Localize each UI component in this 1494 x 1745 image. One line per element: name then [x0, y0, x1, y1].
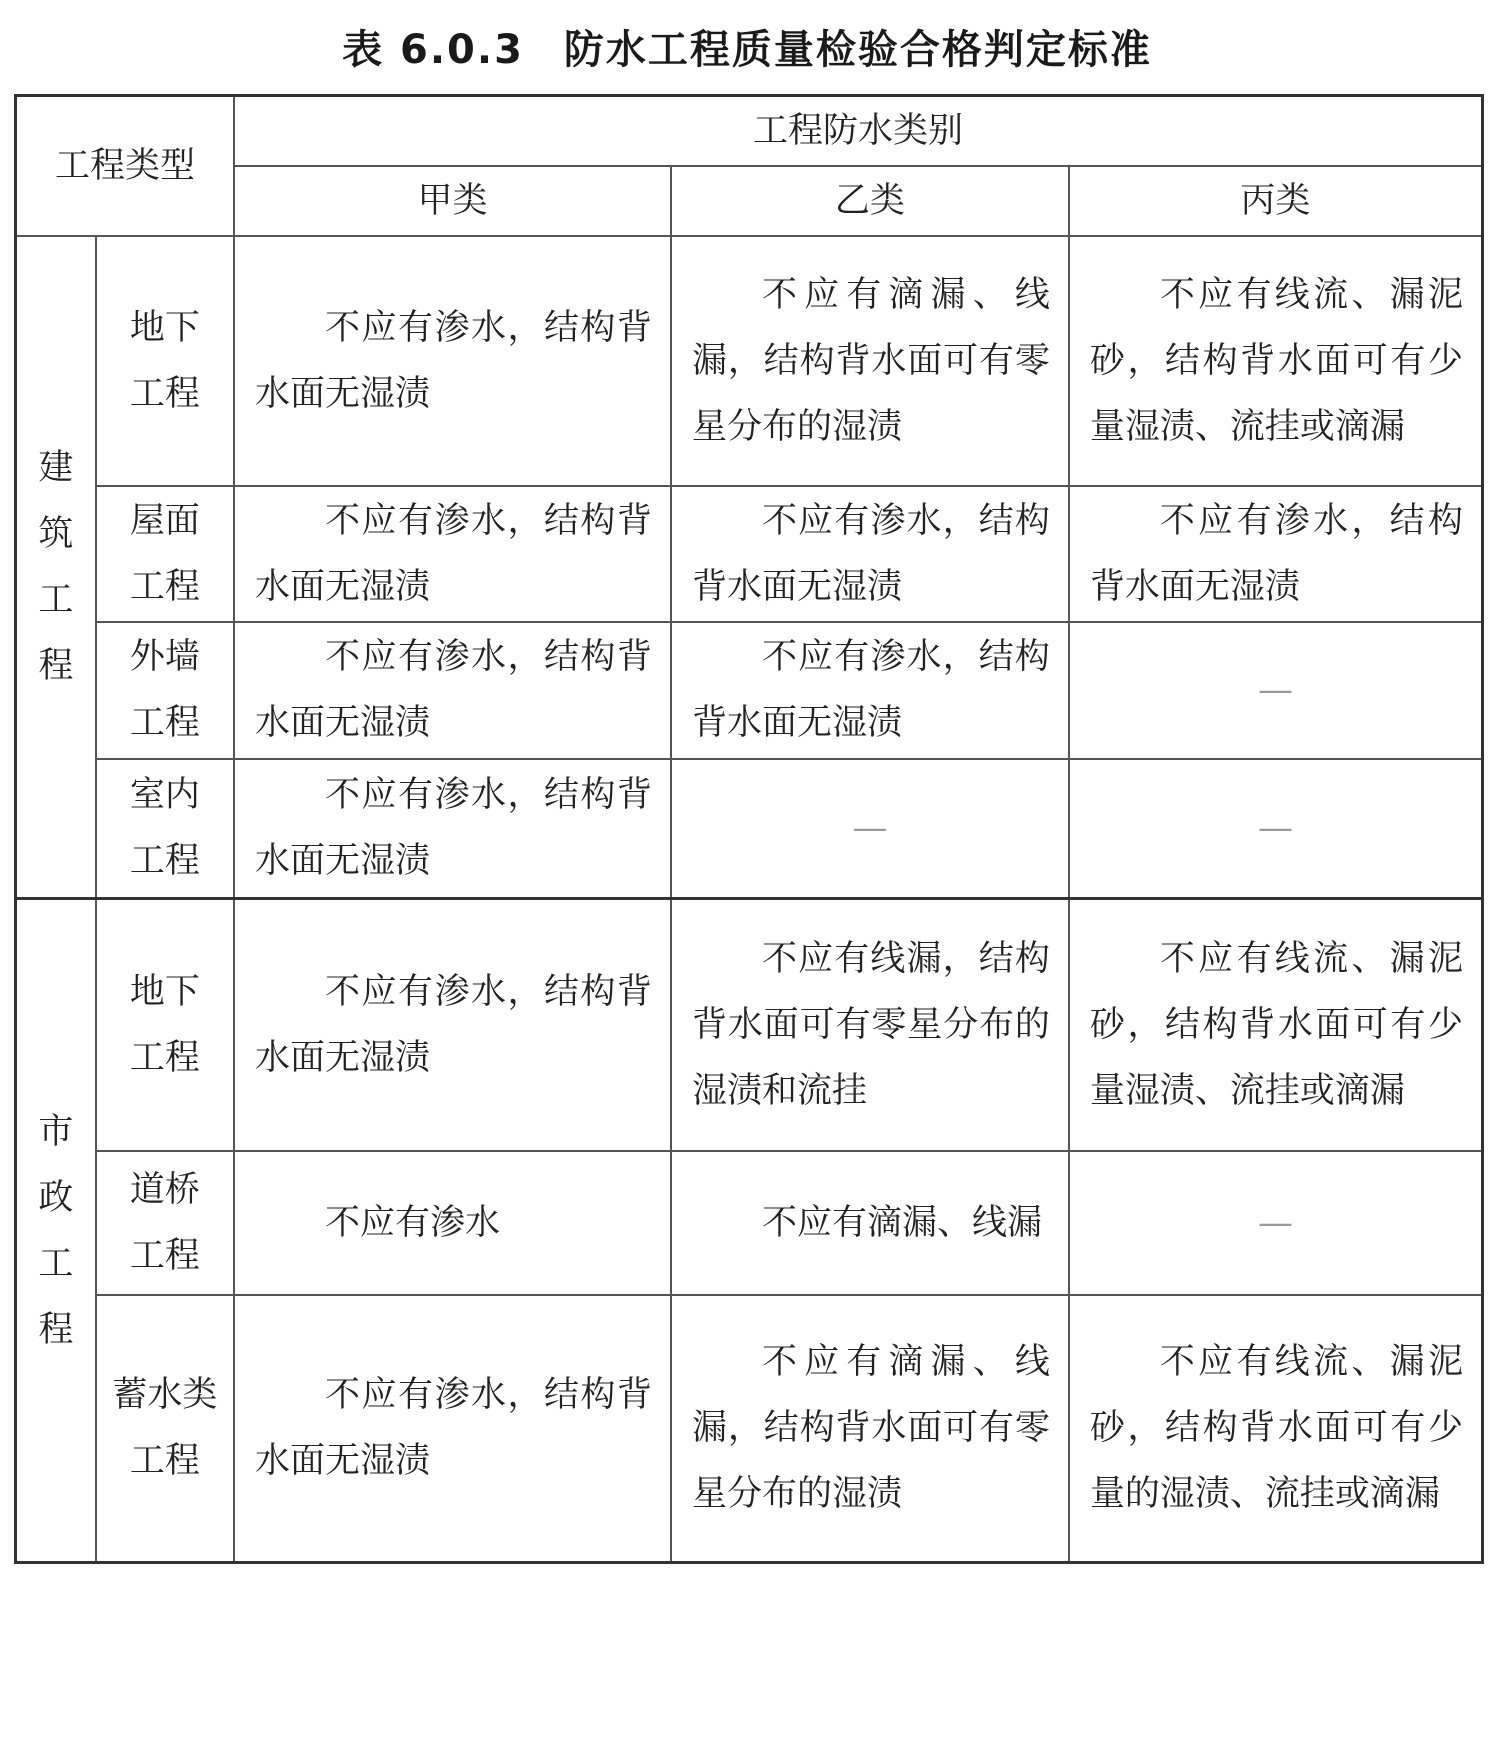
header-class-c: 丙类 — [1069, 166, 1483, 236]
cell-class-b: 不应有渗水，结构背水面无湿渍 — [671, 486, 1069, 622]
group-building: 建 筑 工 程 — [16, 236, 96, 899]
cell-class-c: 不应有线流、漏泥砂，结构背水面可有少量的湿渍、流挂或滴漏 — [1069, 1295, 1483, 1563]
table-row — [16, 622, 1483, 759]
row-category: 地下 工程 — [96, 236, 234, 486]
row-category: 外墙 工程 — [96, 622, 234, 759]
table-row — [16, 759, 1483, 899]
cell-class-b: 不应有滴漏、线漏，结构背水面可有零星分布的湿渍 — [671, 1295, 1069, 1563]
row-category: 室内 工程 — [96, 759, 234, 899]
cell-class-c-empty: — — [1069, 1151, 1483, 1295]
header-class-b: 乙类 — [671, 166, 1069, 236]
cell-class-b: 不应有线漏，结构背水面可有零星分布的湿渍和流挂 — [671, 899, 1069, 1151]
header-class-a: 甲类 — [234, 166, 671, 236]
cell-class-a: 不应有渗水，结构背水面无湿渍 — [234, 236, 671, 486]
cell-class-a: 不应有渗水 — [234, 1151, 671, 1295]
table-row — [16, 1295, 1483, 1563]
cell-class-c: 不应有线流、漏泥砂，结构背水面可有少量湿渍、流挂或滴漏 — [1069, 236, 1483, 486]
cell-class-c: 不应有渗水，结构背水面无湿渍 — [1069, 486, 1483, 622]
row-category: 屋面 工程 — [96, 486, 234, 622]
cell-class-c-empty: — — [1069, 622, 1483, 759]
cell-class-c-empty: — — [1069, 759, 1483, 899]
table-title — [0, 18, 1494, 75]
row-category: 道桥 工程 — [96, 1151, 234, 1295]
header-class-cell — [234, 96, 1483, 166]
header-class-label: 工程防水类别 — [752, 110, 963, 151]
cell-class-b: 不应有滴漏、线漏 — [671, 1151, 1069, 1295]
cell-class-c: 不应有线流、漏泥砂，结构背水面可有少量湿渍、流挂或滴漏 — [1069, 899, 1483, 1151]
group-municipal: 市 政 工 程 — [16, 899, 96, 1563]
table-row — [16, 1151, 1483, 1295]
table-row — [16, 236, 1483, 486]
cell-class-a: 不应有渗水，结构背水面无湿渍 — [234, 622, 671, 759]
cell-class-a: 不应有渗水，结构背水面无湿渍 — [234, 486, 671, 622]
table-title-text: 防水工程质量检验合格判定标准 — [563, 27, 1152, 73]
header-type-label: 工程类型 — [54, 145, 195, 186]
row-category: 地下 工程 — [96, 899, 234, 1151]
cell-class-a: 不应有渗水，结构背水面无湿渍 — [234, 899, 671, 1151]
table-number: 表 6.0.3 — [342, 27, 524, 73]
header-type-cell — [16, 96, 234, 236]
cell-class-a: 不应有渗水，结构背水面无湿渍 — [234, 1295, 671, 1563]
table-row — [16, 486, 1483, 622]
criteria-table — [14, 94, 1484, 1564]
row-category: 蓄水类 工程 — [96, 1295, 234, 1563]
table-row — [16, 899, 1483, 1151]
cell-class-b-empty: — — [671, 759, 1069, 899]
cell-class-a: 不应有渗水，结构背水面无湿渍 — [234, 759, 671, 899]
cell-class-b: 不应有渗水，结构背水面无湿渍 — [671, 622, 1069, 759]
cell-class-b: 不应有滴漏、线漏，结构背水面可有零星分布的湿渍 — [671, 236, 1069, 486]
